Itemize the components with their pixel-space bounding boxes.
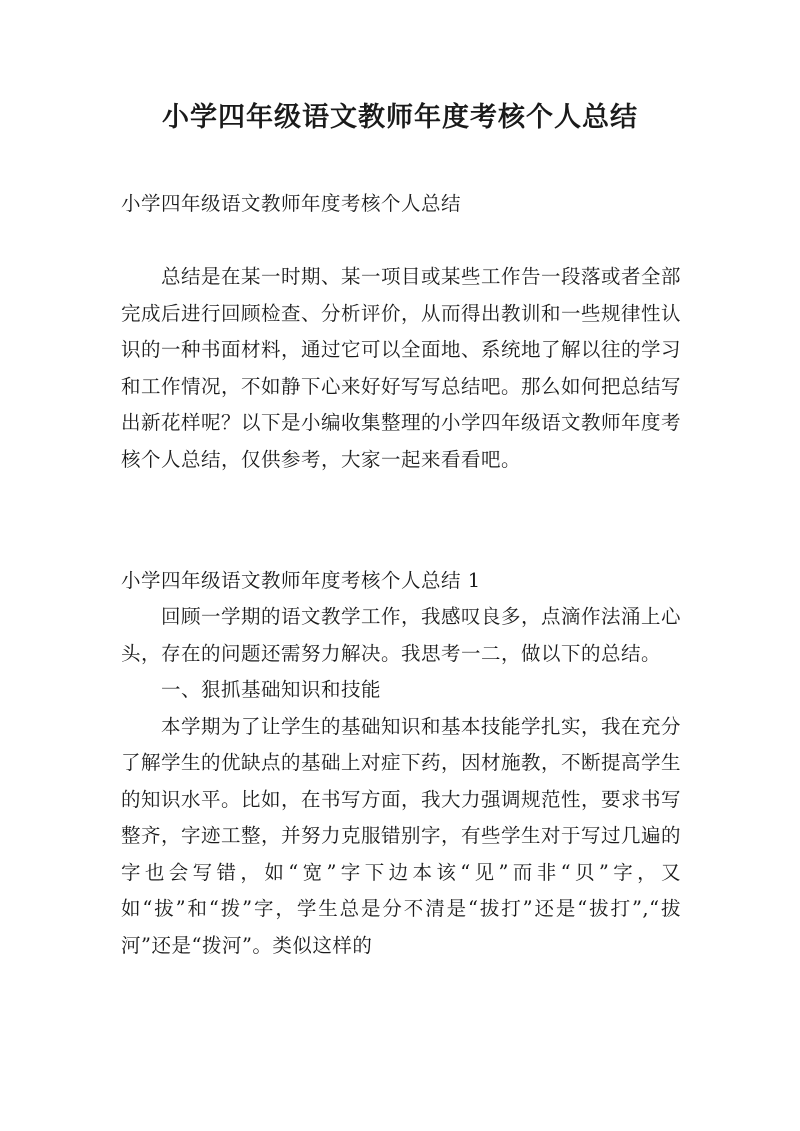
section-paragraph-opening: 回顾一学期的语文教学工作，我感叹良多，点滴作法涌上心头，存在的问题还需努力解决。我思考一二，做以下的总结。 <box>121 605 682 665</box>
document-subtitle: 小学四年级语文教师年度考核个人总结 <box>121 192 462 215</box>
section-body <box>121 599 681 964</box>
section-subheading-basics: 一、狠抓基础知识和技能 <box>161 678 382 701</box>
document-title: 小学四年级语文教师年度考核个人总结 <box>162 102 638 133</box>
section-heading: 小学四年级语文教师年度考核个人总结 1 <box>121 569 481 592</box>
section-paragraph-basics: 本学期为了让学生的基础知识和基本技能学扎实，我在充分了解学生的优缺点的基础上对症下药，因材施教，不断提高学生的知识水平。比如，在书写方面，我大力强调规范性，要求书写整齐，字迹工整，并努力克服错别字，有些学生对于写过几遍的字也会写错，如“宽”字下边本该“见”而非“贝”字，又如“拔”和“拨”字，学生总是分不清是“拔打”还是“拔打”,“拔河”还是“拨河”。类似这样的 <box>121 714 682 957</box>
intro-paragraph: 总结是在某一时期、某一项目或某些工作告一段落或者全部完成后进行回顾检查、分析评价，从而得出教训和一些规律性认识的一种书面材料，通过它可以全面地、系统地了解以往的学习和工作情况，不如静下心来好好写写总结吧。那么如何把总结写出新花样呢？以下是小编收集整理的小学四年级语文教师年度考核个人总结，仅供参考，大家一起来看看吧。 <box>121 265 682 471</box>
